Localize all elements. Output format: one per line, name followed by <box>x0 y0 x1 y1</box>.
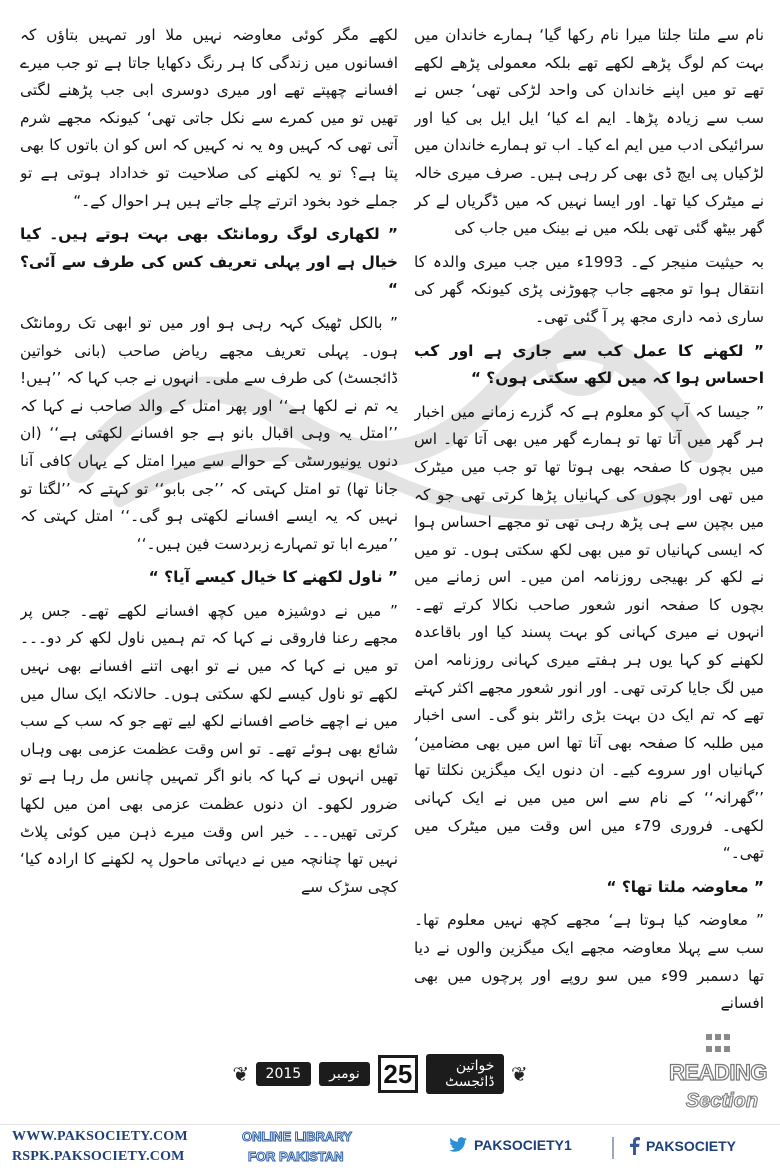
issue-year: 2015 <box>256 1062 312 1086</box>
rspk-website-link[interactable]: RSPK.PAKSOCIETY.COM <box>12 1149 185 1164</box>
online-library-link[interactable]: ONLINE LIBRARY <box>242 1129 353 1144</box>
twitter-link[interactable] <box>448 1137 572 1153</box>
interview-question: ” لکھاری لوگ رومانٹک بھی بہت ہوتے ہیں۔ کیا خیال ہے اور پہلی تعریف کس کی طرف سے آئی؟ “ <box>20 225 398 299</box>
magazine-name: خواتین ڈائجسٹ <box>426 1054 504 1094</box>
paragraph: بہ حیثیت منیجر کے۔ 1993ء میں جب میری والدہ کا انتقال ہوا تو مجھے جاب چھوڑنی پڑی کیونکہ گھر کی ساری ذمہ داری مجھ پر آ گئی تھی۔ <box>414 252 764 326</box>
paragraph: ” جیسا کہ آپ کو معلوم ہے کہ گزرے زمانے میں اخبار ہر گھر میں آتا تھا تو ہمارے گھر میں بھی آتا تھا۔ اس میں بچوں کا صفحہ بھی ہوتا تھا تو جب میں میٹرک میں تھی اور بچوں کی کہانیاں پڑھا کرتی تھی جو کہ میں بچپن سے ہی پڑھ رہی تھی تو مجھے احساس ہوا کہ ایسی کہانیاں تو میں بھی لکھ سکتی ہوں۔ تو میں نے لکھ کر بھیجی روزنامہ امن میں۔ اس زمانے میں بچوں کا صفحہ انور شعور صاحب نکالا کرتے تھے۔ انہوں نے میری کہانی کو بہت پسند کیا اور باقاعدہ لکھنے کو کہا یوں ہر ہفتے میری کہانی روزنامہ امن میں لگ جایا کرتی تھی۔ اور انور شعور مجھے اکثر کہتے تھے کہ تم ایک دن بہت بڑی رائٹر بنو گی۔ اسی اخبار میں طلبہ کا صفحہ بھی آتا تھا اس میں بھی مضامین‘ کہانیاں اور سروے کیے۔ ان دنوں ایک میگزین نکلتا تھا ’’گھرانہ‘‘ کے نام سے اس میں میں نے ایک کہانی لکھی۔ فروری 79ء میں اس وقت میں میٹرک میں تھی۔“ <box>414 402 764 863</box>
article-column-right <box>414 22 764 1042</box>
website-link[interactable]: WWW.PAKSOCIETY.COM <box>12 1129 188 1144</box>
bottom-link-bar <box>0 1124 780 1171</box>
interview-question: ” معاوضہ ملتا تھا؟ “ <box>606 877 764 896</box>
facebook-handle: PAKSOCIETY <box>646 1138 736 1154</box>
ornament-right-icon: ❦ <box>510 1062 528 1086</box>
paragraph: لکھے مگر کوئی معاوضہ نہیں ملا اور تمہیں بتاؤں کہ افسانوں میں زندگی کا ہر رنگ دکھایا جاتا ہے تو جب میرے افسانے چھپتے تھے اور میری دوسری ابی جب پڑھنے لگتی تھیں تو میں کمرے سے نکل جاتی تھی‘ کیونکہ مجھے شرم آتی تھی کہ کہیں وہ یہ نہ کہیں کہ اس کو ان باتوں کا بھی پتا ہے؟ تو یہ لکھنے کی صلاحیت تو خداداد ہوتی ہے تو جملے خود بخود اترتے چلے جاتے ہیں ہر احوال کے۔“ <box>20 26 398 210</box>
badge-line-1: READING <box>669 1060 767 1085</box>
page-footer <box>230 1052 530 1096</box>
issue-month: نومبر <box>319 1062 370 1086</box>
reading-section-badge[interactable] <box>658 1034 778 1122</box>
page-number: 25 <box>378 1055 418 1093</box>
paragraph: ” بالکل ٹھیک کہہ رہی ہو اور میں تو ابھی تک رومانٹک ہوں۔ پہلی تعریف مجھے ریاض صاحب (بانی خواتین ڈائجسٹ) کی طرف سے ملی۔ انہوں نے جب کہا کہ ’’ہیں! یہ تم نے لکھا ہے‘‘ اور پھر امتل کے والد صاحب نے کہا کہ ’’امتل یہ وہی اقبال بانو ہے جو افسانے لکھتی ہے‘‘ (ان دنوں یونیورسٹی کے حوالے سے میرا امتل کے یہاں کافی آنا جانا تھا) تو امتل کہتی کہ ’’جی بابو‘‘ تو کہتے کہ ’’لگتا تو نہیں کہ یہ ایسے افسانے لکھتی ہو گی۔‘‘ امتل کہتی کہ ’’میرے ابا تو تمہارے زبردست فین ہیں۔‘‘ <box>20 313 398 553</box>
interview-question: ” لکھنے کا عمل کب سے جاری ہے اور کب احساس ہوا کہ میں لکھ سکتی ہوں؟ “ <box>414 341 764 388</box>
article-column-left <box>20 22 398 1042</box>
twitter-handle: PAKSOCIETY1 <box>474 1137 572 1153</box>
twitter-icon <box>448 1137 468 1153</box>
paragraph: نام سے ملتا جلتا میرا نام رکھا گیا‘ ہمارے خاندان میں بہت کم لوگ پڑھے لکھے تھے بلکہ معمولی پڑھے لکھے تھے تو میں اپنے خاندان کی واحد لڑکی تھی‘ جس نے سب سے زیادہ پڑھا۔ ایم اے کیا‘ ایل ایل بی کیا اور سرائیکی ادب میں ایم اے کیا۔ اب تو ہمارے خاندان میں لڑکیاں پی ایچ ڈی بھی کر رہی ہیں۔ صرف میری خالہ نے میٹرک کیا تھا۔ اور ایسا نہیں کہ میں ڈگریاں لے کر گھر بیٹھ گئی تھی بلکہ میں نے بینک میں جاب کی <box>414 26 764 238</box>
facebook-link[interactable] <box>628 1137 736 1155</box>
ornament-left-icon: ❦ <box>232 1062 250 1086</box>
facebook-icon <box>628 1137 640 1155</box>
social-divider <box>612 1137 614 1159</box>
paragraph: ” میں نے دوشیزہ میں کچھ افسانے لکھے تھے۔ جس پر مجھے رعنا فاروقی نے کہا کہ تم ہمیں ناول لکھ کر دو۔۔۔ تو میں نے کہا کہ میں نے تو ابھی اتنے افسانے بھی نہیں لکھے تو ناول کیسے لکھ سکتی ہوں۔ حالانکہ ایک سال میں میں نے اچھے خاصے افسانے لکھ لیے تھے جو کہ سب کے سب شائع بھی ہوئے تھے۔ تو اس وقت عظمت عزمی بھی وہاں تھیں انہوں نے کہا کہ بانو اگر تمہیں چانس مل رہا ہے تو ضرور لکھو۔ ان دنوں عظمت عزمی بھی امن میں لکھا کرتی تھیں۔۔۔ خیر اس وقت میرے ذہن میں کوئی پلاٹ نہیں تھا چنانچہ میں نے دیہاتی ماحول پہ لکھنے کا ارادہ کیا‘ کچی سڑک سے <box>20 601 398 896</box>
badge-line-2: Section <box>685 1090 759 1112</box>
for-pakistan-link[interactable]: FOR PAKISTAN <box>248 1149 344 1164</box>
book-stack-icon <box>706 1034 732 1056</box>
interview-question: ” ناول لکھنے کا خیال کیسے آیا؟ “ <box>148 568 398 587</box>
paragraph: ” معاوضہ کیا ہوتا ہے‘ مجھے کچھ نہیں معلوم تھا۔ سب سے پہلا معاوضہ مجھے ایک میگزین والوں نے دیا تھا دسمبر 99ء میں سو روپے اور پرچوں میں بھی افسانے <box>414 911 764 1013</box>
